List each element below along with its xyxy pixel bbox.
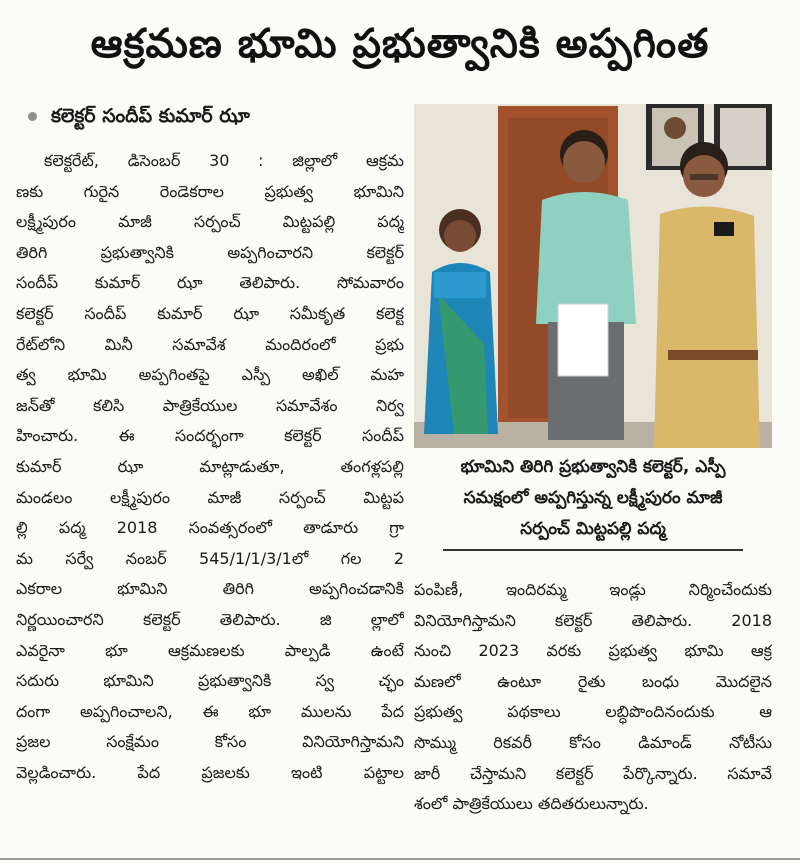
article-line: మ సర్వే నంబర్ 545/1/1/3/1లో గల 2 [16,548,404,568]
news-photo [414,104,772,448]
article-line: తిరిగి ప్రభుత్వానికి అప్పగించారని కలెక్టర్ [16,242,404,262]
article-right-column [414,575,772,820]
article-line: మండలం లక్ష్మీపురం మాజీ సర్పంచ్ మిట్టప [16,487,404,507]
article-line: త్వ భూమి అప్పగింతపై ఎస్పీ అఖిల్ మహ [16,365,404,385]
article-line: వినియోగిస్తామని కలెక్టర్ తెలిపారు. 2018 [414,610,772,630]
article-line: జారీ చేస్తామని కలెక్టర్ పేర్కొన్నారు. సమావే [414,763,772,783]
caption-line: భూమిని తిరిగి ప్రభుత్వానికి కలెక్టర్, ఎస్పీ [460,457,726,477]
article-line: పంపిణీ, ఇందిరమ్మ ఇండ్లు నిర్మించేందుకు [414,580,772,599]
article-line: ప్రజల సంక్షేమం కోసం వినియోగిస్తామని [16,732,404,752]
byline [28,103,250,129]
article-line: ల్లి పద్మ 2018 సంవత్సరంలో తాడూరు గ్రా [16,518,404,538]
caption-divider [443,549,743,551]
caption-line: సర్పంచ్ మిట్టపల్లి పద్మ [520,519,666,539]
article-line: నిర్ణయించారని కలెక్టర్ తెలిపారు. జి ల్లాలో [16,609,404,629]
page-bottom-divider [0,858,800,860]
article-line: వెల్లడించారు. పేద ప్రజలకు ఇంటి పట్టాల [16,762,404,782]
article-line: కలెక్టర్ సందీప్ కుమార్ ఝా సమీకృత కలెక్ట [16,303,404,323]
headline: ఆక్రమణ భూమి ప్రభుత్వానికి అప్పగింత [90,21,710,67]
article-line: ప్రభుత్వ పథకాలు లబ్ధిపొందినందుకు ఆ [414,702,772,722]
article-line: జన్‌తో కలిసి పాత్రికేయుల సమావేశం నిర్వ [16,395,404,415]
article-line: నుంచి 2023 వరకు ప్రభుత్వ భూమి ఆక్ర [414,641,772,661]
article-line: ఎకరాల భూమిని తిరిగి అప్పగించడానికి [16,579,404,599]
article-line: దంగా అప్పగించాలని, ఈ భూ ములను పేద [16,701,404,721]
byline-text: కలెక్టర్ సందీప్ కుమార్ ఝా [51,105,250,127]
article-line: మణలో ఉంటూ రైతు బంధు మొదలైన [414,671,772,691]
article-line: హించారు. ఈ సందర్భంగా కలెక్టర్ సందీప్ [16,426,404,446]
article-line: సొమ్ము రికవరీ కోసం డిమాండ్ నోటీసు [414,732,772,752]
article-line: లక్ష్మీపురం మాజీ సర్పంచ్ మిట్టపల్లి పద్మ [16,212,404,232]
caption-line: సమక్షంలో అప్పగిస్తున్న లక్ష్మీపురం మాజీ [463,488,723,508]
article-line: రేట్‌లోని మినీ సమావేశ మందిరంలో ప్రభు [16,334,404,354]
photo-caption [414,452,772,551]
article-line: శంలో పాత్రికేయులు తదితరులున్నారు. [414,794,649,814]
article-line: సందీప్ కుమార్ ఝా తెలిపారు. సోమవారం [16,273,404,293]
article-line: సదురు భూమిని ప్రభుత్వానికి స్వ చ్ఛం [16,671,404,691]
article-line: కుమార్ ఝా మాట్లాడుతూ, తంగళ్లపల్లి [16,456,404,476]
article-left-column [16,146,404,788]
article-line: కలెక్టరేట్, డిసెంబర్ 30 : జిల్లాలో ఆక్రమ [44,151,404,170]
bullet-icon [28,112,37,121]
article-line: ణకు గురైన రెండెకరాల ప్రభుత్వ భూమిని [16,181,404,201]
article-line: ఎవరైనా భూ ఆక్రమణలకు పాల్పడి ఉంటే [16,640,404,660]
